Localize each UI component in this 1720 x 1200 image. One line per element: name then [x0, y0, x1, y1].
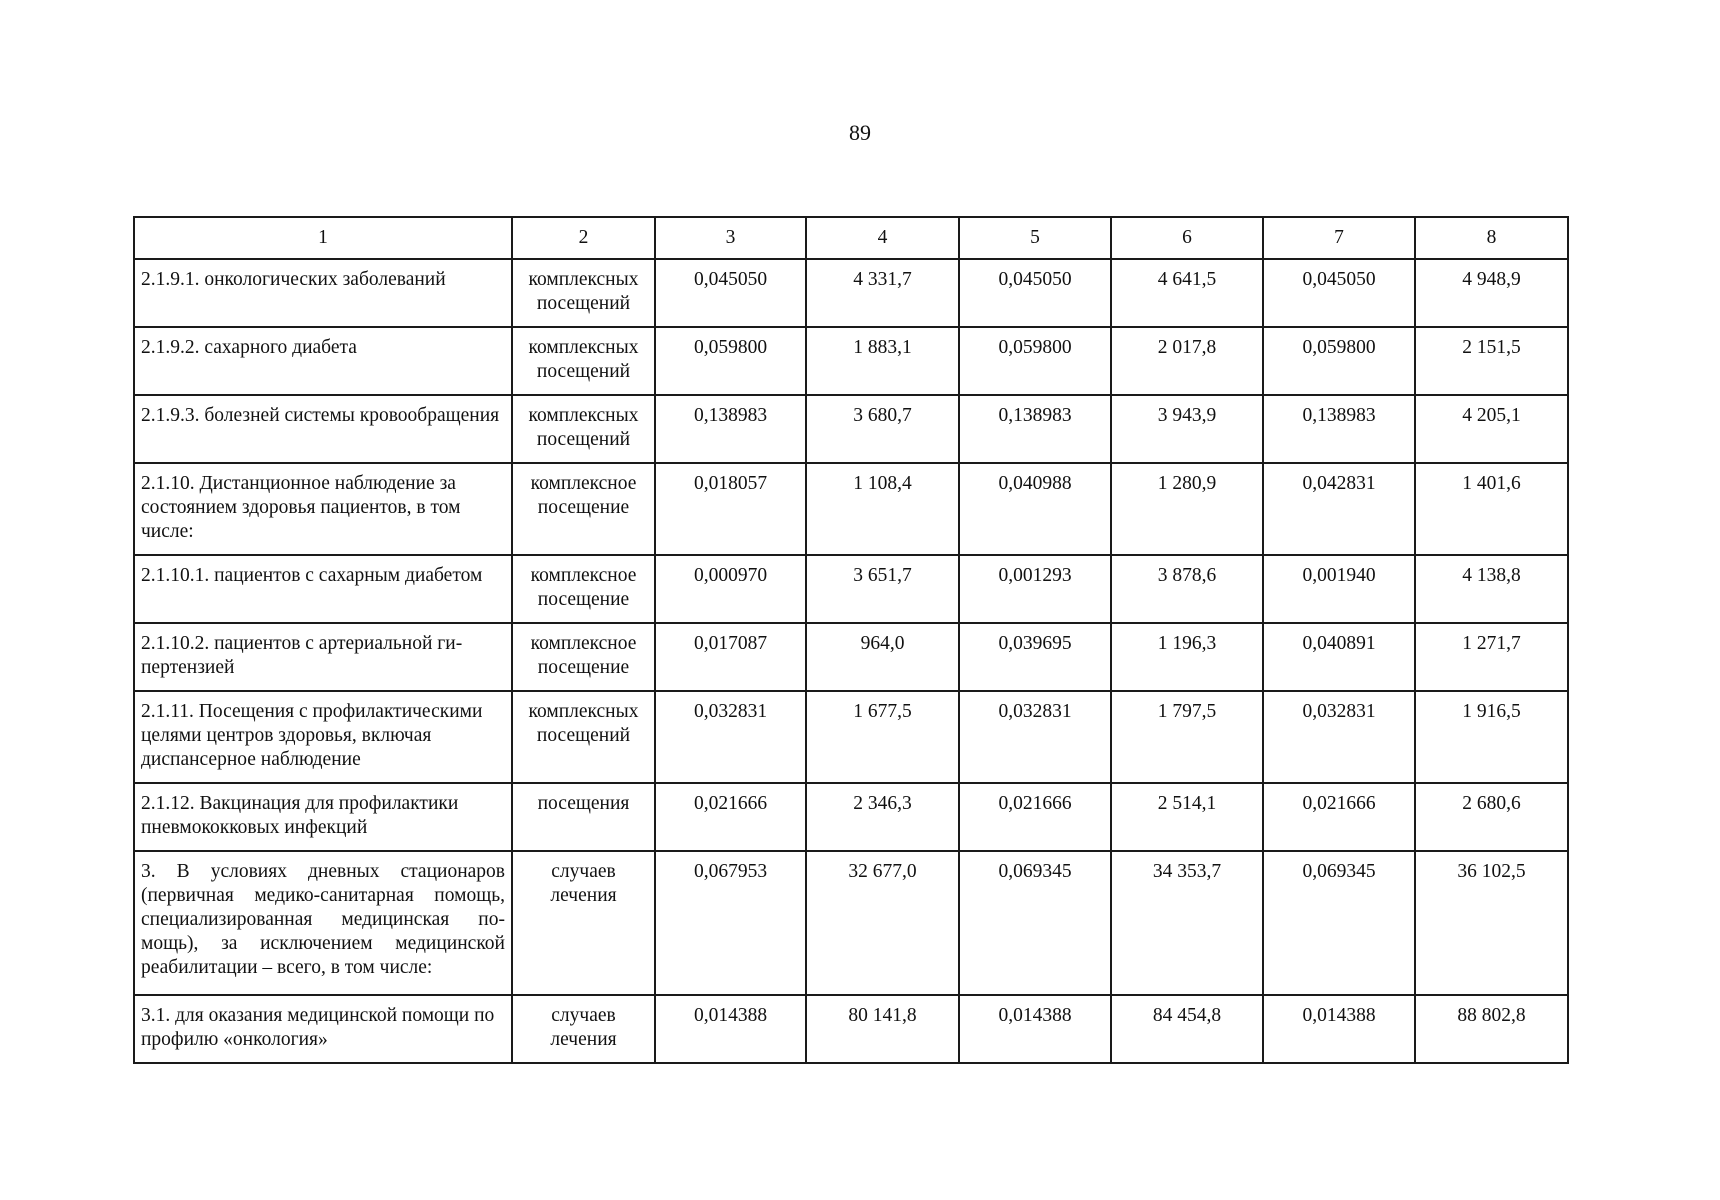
column-header-7: 7	[1263, 217, 1415, 259]
table-row	[134, 995, 1568, 1063]
value-cell: 0,067953	[655, 851, 806, 995]
value-cell: 1 916,5	[1415, 691, 1568, 783]
value-cell: 2 346,3	[806, 783, 959, 851]
value-cell: 0,138983	[959, 395, 1111, 463]
table-row	[134, 623, 1568, 691]
table-row	[134, 783, 1568, 851]
column-header-2: 2	[512, 217, 655, 259]
unit-cell: комплексных посещений	[512, 395, 655, 463]
table-row	[134, 463, 1568, 555]
value-cell: 1 108,4	[806, 463, 959, 555]
value-cell: 0,039695	[959, 623, 1111, 691]
row-name-cell: 3. В условиях дневных стационаров (первичная медико-санитарная помощь, специализированная медицинская помощь), за исключением медицинской реабилитации – всего, в том числе:	[134, 851, 512, 995]
column-header-8: 8	[1415, 217, 1568, 259]
value-cell: 0,032831	[1263, 691, 1415, 783]
value-cell: 0,001940	[1263, 555, 1415, 623]
value-cell: 0,040891	[1263, 623, 1415, 691]
value-cell: 1 271,7	[1415, 623, 1568, 691]
value-cell: 1 280,9	[1111, 463, 1263, 555]
table-row	[134, 851, 1568, 995]
value-cell: 0,045050	[1263, 259, 1415, 327]
value-cell: 4 641,5	[1111, 259, 1263, 327]
unit-cell: комплексных посещений	[512, 259, 655, 327]
value-cell: 3 878,6	[1111, 555, 1263, 623]
value-cell: 4 138,8	[1415, 555, 1568, 623]
value-cell: 0,032831	[655, 691, 806, 783]
value-cell: 3 680,7	[806, 395, 959, 463]
column-header-3: 3	[655, 217, 806, 259]
unit-cell: комплексное посещение	[512, 623, 655, 691]
unit-cell: посещения	[512, 783, 655, 851]
value-cell: 34 353,7	[1111, 851, 1263, 995]
table-row	[134, 691, 1568, 783]
unit-cell: случаев лечения	[512, 995, 655, 1063]
value-cell: 0,018057	[655, 463, 806, 555]
column-header-5: 5	[959, 217, 1111, 259]
value-cell: 0,001293	[959, 555, 1111, 623]
value-cell: 2 151,5	[1415, 327, 1568, 395]
value-cell: 32 677,0	[806, 851, 959, 995]
row-name-cell: 2.1.12. Вакцинация для профилактики пневмококковых инфекций	[134, 783, 512, 851]
value-cell: 0,138983	[1263, 395, 1415, 463]
value-cell: 0,040988	[959, 463, 1111, 555]
value-cell: 2 017,8	[1111, 327, 1263, 395]
table-row	[134, 259, 1568, 327]
value-cell: 1 401,6	[1415, 463, 1568, 555]
column-header-4: 4	[806, 217, 959, 259]
row-name-cell: 2.1.10. Дистанционное наблюдение за состоянием здоровья пациентов, в том числе:	[134, 463, 512, 555]
unit-cell: комплексное посещение	[512, 555, 655, 623]
row-name-cell: 2.1.10.2. пациентов с артериальной гипертензией	[134, 623, 512, 691]
header-row	[134, 217, 1568, 259]
unit-cell: комплексных посещений	[512, 691, 655, 783]
value-cell: 0,059800	[1263, 327, 1415, 395]
value-cell: 80 141,8	[806, 995, 959, 1063]
value-cell: 84 454,8	[1111, 995, 1263, 1063]
value-cell: 1 797,5	[1111, 691, 1263, 783]
value-cell: 0,021666	[655, 783, 806, 851]
data-table	[133, 216, 1569, 1064]
value-cell: 0,032831	[959, 691, 1111, 783]
table-row	[134, 395, 1568, 463]
value-cell: 0,045050	[959, 259, 1111, 327]
value-cell: 1 196,3	[1111, 623, 1263, 691]
value-cell: 88 802,8	[1415, 995, 1568, 1063]
row-name-cell: 2.1.10.1. пациентов с сахарным диабетом	[134, 555, 512, 623]
value-cell: 0,014388	[1263, 995, 1415, 1063]
table-row	[134, 327, 1568, 395]
value-cell: 0,069345	[959, 851, 1111, 995]
unit-cell: комплексное посещение	[512, 463, 655, 555]
value-cell: 0,045050	[655, 259, 806, 327]
value-cell: 4 205,1	[1415, 395, 1568, 463]
value-cell: 0,059800	[959, 327, 1111, 395]
value-cell: 0,017087	[655, 623, 806, 691]
value-cell: 964,0	[806, 623, 959, 691]
value-cell: 0,059800	[655, 327, 806, 395]
row-name-cell: 3.1. для оказания медицинской помощи по профилю «онкология»	[134, 995, 512, 1063]
unit-cell: комплексных посещений	[512, 327, 655, 395]
page-number: 89	[849, 120, 871, 145]
value-cell: 3 943,9	[1111, 395, 1263, 463]
row-name-cell: 2.1.11. Посещения с профилактическими целями центров здоровья, включая диспансерное наблюдение	[134, 691, 512, 783]
value-cell: 36 102,5	[1415, 851, 1568, 995]
value-cell: 0,069345	[1263, 851, 1415, 995]
value-cell: 1 677,5	[806, 691, 959, 783]
column-header-6: 6	[1111, 217, 1263, 259]
value-cell: 1 883,1	[806, 327, 959, 395]
value-cell: 0,000970	[655, 555, 806, 623]
row-name-cell: 2.1.9.1. онкологических заболеваний	[134, 259, 512, 327]
row-name-cell: 2.1.9.3. болезней системы кровообращения	[134, 395, 512, 463]
value-cell: 0,021666	[1263, 783, 1415, 851]
unit-cell: случаев лечения	[512, 851, 655, 995]
value-cell: 0,021666	[959, 783, 1111, 851]
row-name-cell: 2.1.9.2. сахарного диабета	[134, 327, 512, 395]
column-header-1: 1	[134, 217, 512, 259]
value-cell: 2 680,6	[1415, 783, 1568, 851]
value-cell: 0,042831	[1263, 463, 1415, 555]
value-cell: 0,014388	[959, 995, 1111, 1063]
value-cell: 0,014388	[655, 995, 806, 1063]
value-cell: 0,138983	[655, 395, 806, 463]
table-row	[134, 555, 1568, 623]
value-cell: 4 331,7	[806, 259, 959, 327]
value-cell: 3 651,7	[806, 555, 959, 623]
value-cell: 2 514,1	[1111, 783, 1263, 851]
value-cell: 4 948,9	[1415, 259, 1568, 327]
